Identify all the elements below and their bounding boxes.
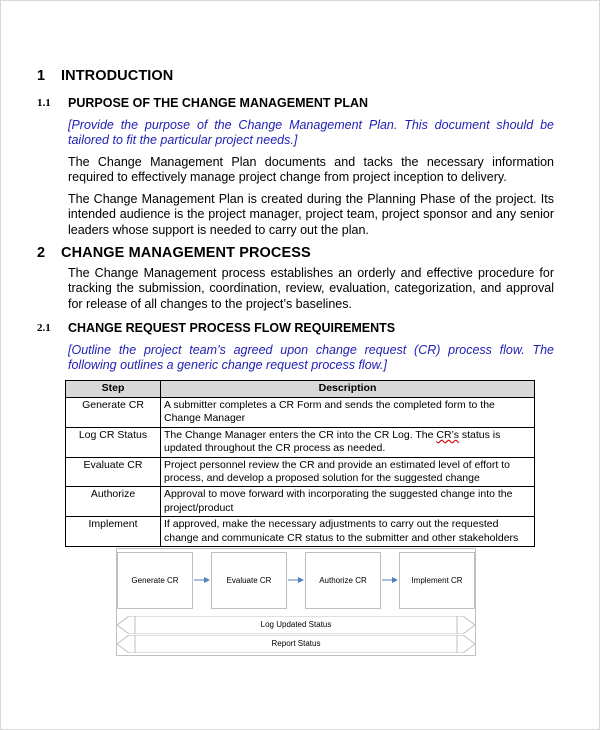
description-cell: Project personnel review the CR and provide an estimated level of effort to process, and develop a proposed solution for the suggested change <box>161 457 535 487</box>
flow-box-authorize-cr: Authorize CR <box>305 552 381 609</box>
table-row <box>66 427 535 457</box>
heading-change-management-process <box>37 245 311 261</box>
step-cell: Generate CR <box>66 398 161 428</box>
flow-box-implement-cr: Implement CR <box>399 552 475 609</box>
heading-purpose <box>37 96 368 110</box>
arrow-right-icon <box>288 577 304 583</box>
band-label-report-status: Report Status <box>271 639 321 648</box>
band-label-log-updated-status: Log Updated Status <box>260 620 332 629</box>
flow-box-generate-cr: Generate CR <box>117 552 193 609</box>
process-steps-table <box>65 380 535 547</box>
heading-title: PURPOSE OF THE CHANGE MANAGEMENT PLAN <box>68 96 369 110</box>
table-row <box>66 398 535 428</box>
step-cell: Implement <box>66 517 161 547</box>
heading-number: 2.1 <box>37 322 51 334</box>
column-header-description: Description <box>161 381 535 398</box>
description-cell <box>161 427 535 457</box>
heading-number: 1 <box>37 68 46 84</box>
process-flow-diagram <box>116 548 476 656</box>
arrow-right-icon <box>382 577 398 583</box>
step-cell: Log CR Status <box>66 427 161 457</box>
step-cell: Evaluate CR <box>66 457 161 487</box>
heading-title: CHANGE REQUEST PROCESS FLOW REQUIREMENTS <box>68 321 396 335</box>
heading-cr-flow-requirements <box>37 321 395 335</box>
description-text: status is updated throughout the CR process as needed. <box>164 428 501 455</box>
description-cell: If approved, make the necessary adjustments to carry out the requested change and communicate CR status to the submitter and other stakeholders <box>161 517 535 547</box>
instruction-text: [Outline the project team’s agreed upon change request (CR) process flow. The following outlines a generic change request process flow.] <box>68 343 554 373</box>
table-row <box>66 517 535 547</box>
spellcheck-mark: CR’s <box>436 428 459 441</box>
table-row <box>66 487 535 517</box>
description-cell: A submitter completes a CR Form and sends the completed form to the Change Manager <box>161 398 535 428</box>
table-row <box>66 457 535 487</box>
flow-box-evaluate-cr: Evaluate CR <box>211 552 287 609</box>
table-header-row <box>66 381 535 398</box>
instruction-text: [Provide the purpose of the Change Management Plan. This document should be tailored to fit the particular project needs.] <box>68 118 554 148</box>
column-header-step: Step <box>66 381 161 398</box>
step-cell: Authorize <box>66 487 161 517</box>
paragraph: The Change Management Plan documents and tacks the necessary information required to effectively manage project change from project inception to delivery. <box>68 155 554 185</box>
heading-title: CHANGE MANAGEMENT PROCESS <box>61 245 311 261</box>
heading-title: INTRODUCTION <box>61 68 174 84</box>
heading-number: 1.1 <box>37 97 51 109</box>
heading-introduction <box>37 68 173 84</box>
heading-number: 2 <box>37 245 46 261</box>
arrow-right-icon <box>194 577 210 583</box>
description-cell: Approval to move forward with incorporating the suggested change into the project/product <box>161 487 535 517</box>
paragraph: The Change Management Plan is created during the Planning Phase of the project. Its intended audience is the project manager, project team, project sponsor and any senior leaders whose support is needed to carry out the plan. <box>68 192 554 237</box>
description-text: The Change Manager enters the CR into the CR Log. The <box>164 428 437 441</box>
paragraph: The Change Management process establishes an orderly and effective procedure for tracking the submission, coordination, review, evaluation, categorization, and approval for release of all changes to the project’s baselines. <box>68 266 554 311</box>
